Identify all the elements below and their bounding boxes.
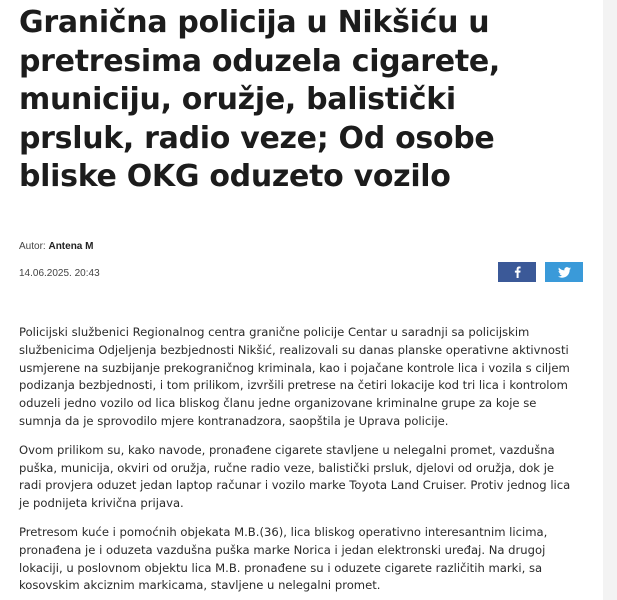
facebook-share-button[interactable]: [498, 262, 536, 282]
author-line: [19, 241, 93, 252]
author-label: Autor:: [19, 241, 46, 252]
article-paragraph: Pretresom kuće i pomoćnih objekata M.B.(36), lica bliskog operativno interesantnim licima, pronađena je i oduzeta vazdušna puška marke Norica i jedan elektronski uređaj. Na drugoj lokaciji, u poslovnom objektu lica M.B. pronađene su i oduzete cigarete različitih marki, sa kosovskim akciznim markicama, stavljene u nelegalni promet.: [19, 524, 548, 593]
article-paragraph: Policijski službenici Regionalnog centra granične policije Centar u saradnji sa policijskim službenicima Odjeljenja bezbjednosti Nikšić, realizovali su danas planske operativne aktivnosti usmjerene na suzbijanje prekograničnog kriminala, kao i pojačane kontrole lica i vozila s ciljem podizanja bezbjednosti, i tom prilikom, izvršili pretrese na četiri lokacije kod tri lica i kontrolom oduzeli jedno vozilo od lica bliskog članu jedne organizovane kriminalne grupe za koje se sumnja da je sprovodilo mjere kontranadzora, saopštila je Uprava policije.: [19, 325, 570, 428]
publish-date: 14.06.2025. 20:43: [19, 268, 100, 279]
author-name[interactable]: Antena M: [48, 241, 94, 252]
article-title: Granična policija u Nikšiću u pretresima oduzela cigarete, municiju, oružje, balistički prsluk, radio veze; Od osobe bliske OKG oduzeto vozilo: [19, 5, 501, 194]
twitter-share-button[interactable]: [545, 262, 583, 282]
article-paragraph: Ovom prilikom su, kako navode, pronađene cigarete stavljene u nelegalni promet, vazdušna puška, municija, okviri od oružja, ručne radio veze, balistički prsluk, djelovi od oružja, dok je radi provjera oduzet jedan laptop računar i vozilo marke Toyota Land Cruiser. Protiv jednog lica je podnijeta krivična prijava.: [19, 442, 571, 511]
facebook-icon: [514, 266, 521, 278]
twitter-icon: [558, 267, 571, 278]
scrollbar-track[interactable]: [603, 0, 617, 600]
article-body: [19, 324, 579, 600]
